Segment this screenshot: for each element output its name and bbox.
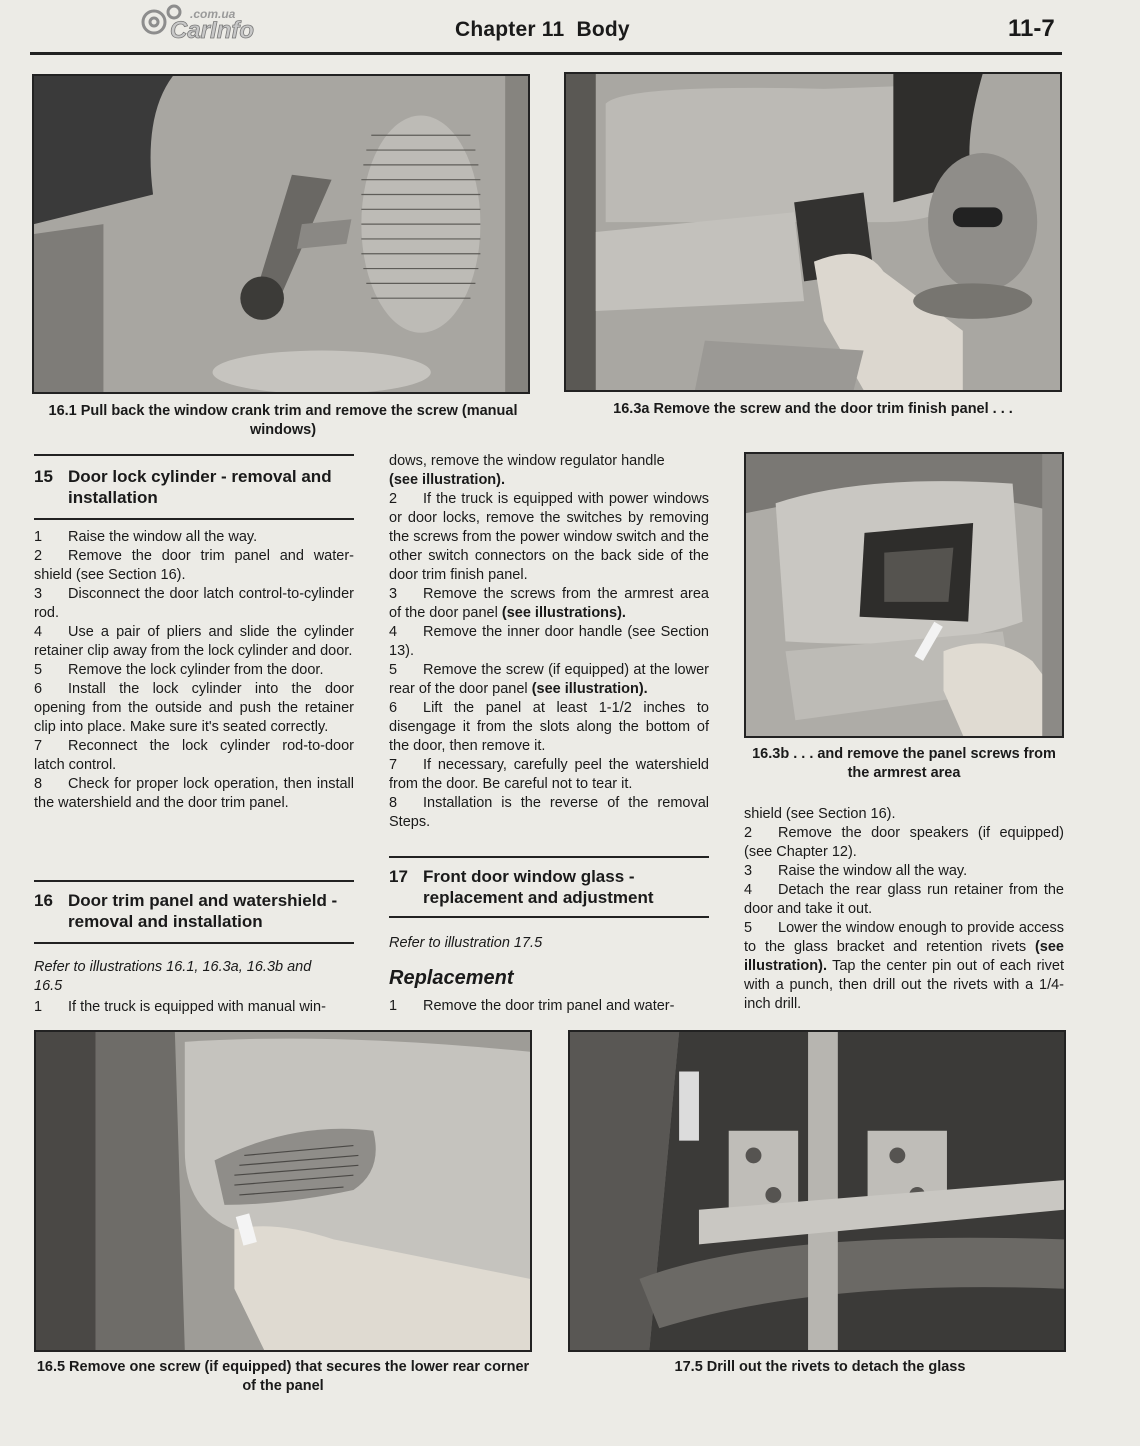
step-15-4: 4 Use a pair of pliers and slide the cylinder retainer clip away from the lock cylinder and door. bbox=[34, 624, 354, 659]
section-16-reference: Refer to illustrations 16.1, 16.3a, 16.3b and 16.5 bbox=[34, 959, 312, 994]
section-15-top-rule bbox=[34, 454, 354, 456]
section-16-continued bbox=[389, 452, 709, 832]
step-16-3: 3 Remove the screws from the armrest area of the door panel (see illustrations). bbox=[389, 586, 709, 621]
step-16-8: 8 Installation is the reverse of the removal Steps. bbox=[389, 795, 709, 830]
section-15-steps bbox=[34, 528, 354, 813]
step-16-1-cont: dows, remove the window regulator handle (see illustration). bbox=[389, 453, 665, 488]
section-16-title: Door trim panel and watershield - removal and installation bbox=[68, 891, 338, 931]
step-16-5: 5 Remove the screw (if equipped) at the lower rear of the door panel (see illustration). bbox=[389, 662, 709, 697]
step-17-3: 3 Raise the window all the way. bbox=[744, 863, 968, 879]
figure-caption-16-3a: 16.3a Remove the screw and the door trim finish panel . . . bbox=[613, 401, 1013, 417]
section-15-bottom-rule bbox=[34, 518, 354, 520]
step-17-4: 4 Detach the rear glass run retainer from the door and take it out. bbox=[744, 882, 1064, 917]
header-rule bbox=[30, 52, 1062, 55]
section-17-heading bbox=[389, 866, 709, 908]
chapter-title: Chapter 11 Body bbox=[455, 18, 630, 41]
step-15-7: 7 Reconnect the lock cylinder rod-to-door latch control. bbox=[34, 738, 354, 773]
step-16-1: 1 If the truck is equipped with manual win- bbox=[34, 999, 326, 1015]
step-15-5: 5 Remove the lock cylinder from the door. bbox=[34, 662, 324, 678]
figure-caption-16-5: 16.5 Remove one screw (if equipped) that secures the lower rear corner of the panel bbox=[36, 1359, 530, 1394]
section-17-top-rule bbox=[389, 856, 709, 858]
step-17-1: 1 Remove the door trim panel and water- bbox=[389, 998, 675, 1014]
section-15-title: Door lock cylinder - removal and installation bbox=[68, 467, 332, 507]
section-16-bottom-rule bbox=[34, 942, 354, 944]
photo-16-3a bbox=[564, 72, 1062, 392]
step-15-6: 6 Install the lock cylinder into the door opening from the outside and push the retainer clip into place. Make sure it's seated correctly. bbox=[34, 681, 354, 735]
section-16-heading bbox=[34, 890, 354, 932]
section-17-title: Front door window glass - replacement and adjustment bbox=[423, 867, 654, 907]
page-number: 11-7 bbox=[1008, 15, 1055, 42]
step-15-2: 2 Remove the door trim panel and water-shield (see Section 16). bbox=[34, 548, 354, 583]
step-17-5: 5 Lower the window enough to provide access to the glass bracket and retention rivets (see illustration). Tap the center pin out of each rivet with a punch, then drill out the rivets with a 1/4-inch drill. bbox=[744, 920, 1064, 1012]
step-17-1-cont: shield (see Section 16). bbox=[744, 806, 896, 822]
photo-16-1 bbox=[32, 74, 530, 394]
photo-17-5 bbox=[568, 1030, 1066, 1352]
section-16-top-rule bbox=[34, 880, 354, 882]
step-15-3: 3 Disconnect the door latch control-to-cylinder rod. bbox=[34, 586, 354, 621]
step-16-6: 6 Lift the panel at least 1-1/2 inches to disengage it from the slots along the bottom of the door, then remove it. bbox=[389, 700, 709, 754]
step-16-4: 4 Remove the inner door handle (see Section 13). bbox=[389, 624, 709, 659]
step-15-1: 1 Raise the window all the way. bbox=[34, 529, 258, 545]
step-15-8: 8 Check for proper lock operation, then install the watershield and the door trim panel. bbox=[34, 776, 354, 811]
step-16-2: 2 If the truck is equipped with power windows or door locks, remove the switches by removing the screws from the power window switch and the other switch connectors on the back side of the door trim finish panel. bbox=[389, 491, 709, 583]
gear-logo-icon bbox=[132, 0, 332, 44]
section-17-reference: Refer to illustration 17.5 bbox=[389, 935, 543, 951]
section-17-number: 17 bbox=[389, 867, 408, 886]
replacement-subheading: Replacement bbox=[389, 967, 514, 989]
logo-domain: .com.ua bbox=[190, 7, 236, 21]
section-17-continued bbox=[744, 805, 1064, 1014]
section-16-number: 16 bbox=[34, 891, 53, 910]
section-15-heading bbox=[34, 466, 354, 508]
figure-caption-17-5: 17.5 Drill out the rivets to detach the glass bbox=[674, 1359, 966, 1375]
section-15-number: 15 bbox=[34, 467, 53, 486]
site-logo bbox=[132, 0, 332, 44]
figure-caption-16-1: 16.1 Pull back the window crank trim and remove the screw (manual windows) bbox=[48, 403, 518, 438]
logo-text: CarInfo bbox=[170, 17, 254, 44]
step-16-7: 7 If necessary, carefully peel the watershield from the door. Be careful not to tear it. bbox=[389, 757, 709, 792]
photo-16-5 bbox=[34, 1030, 532, 1352]
step-17-2: 2 Remove the door speakers (if equipped) (see Chapter 12). bbox=[744, 825, 1064, 860]
section-17-bottom-rule bbox=[389, 916, 709, 918]
photo-16-3b bbox=[744, 452, 1064, 738]
figure-caption-16-3b: 16.3b . . . and remove the panel screws from the armrest area bbox=[752, 746, 1056, 781]
